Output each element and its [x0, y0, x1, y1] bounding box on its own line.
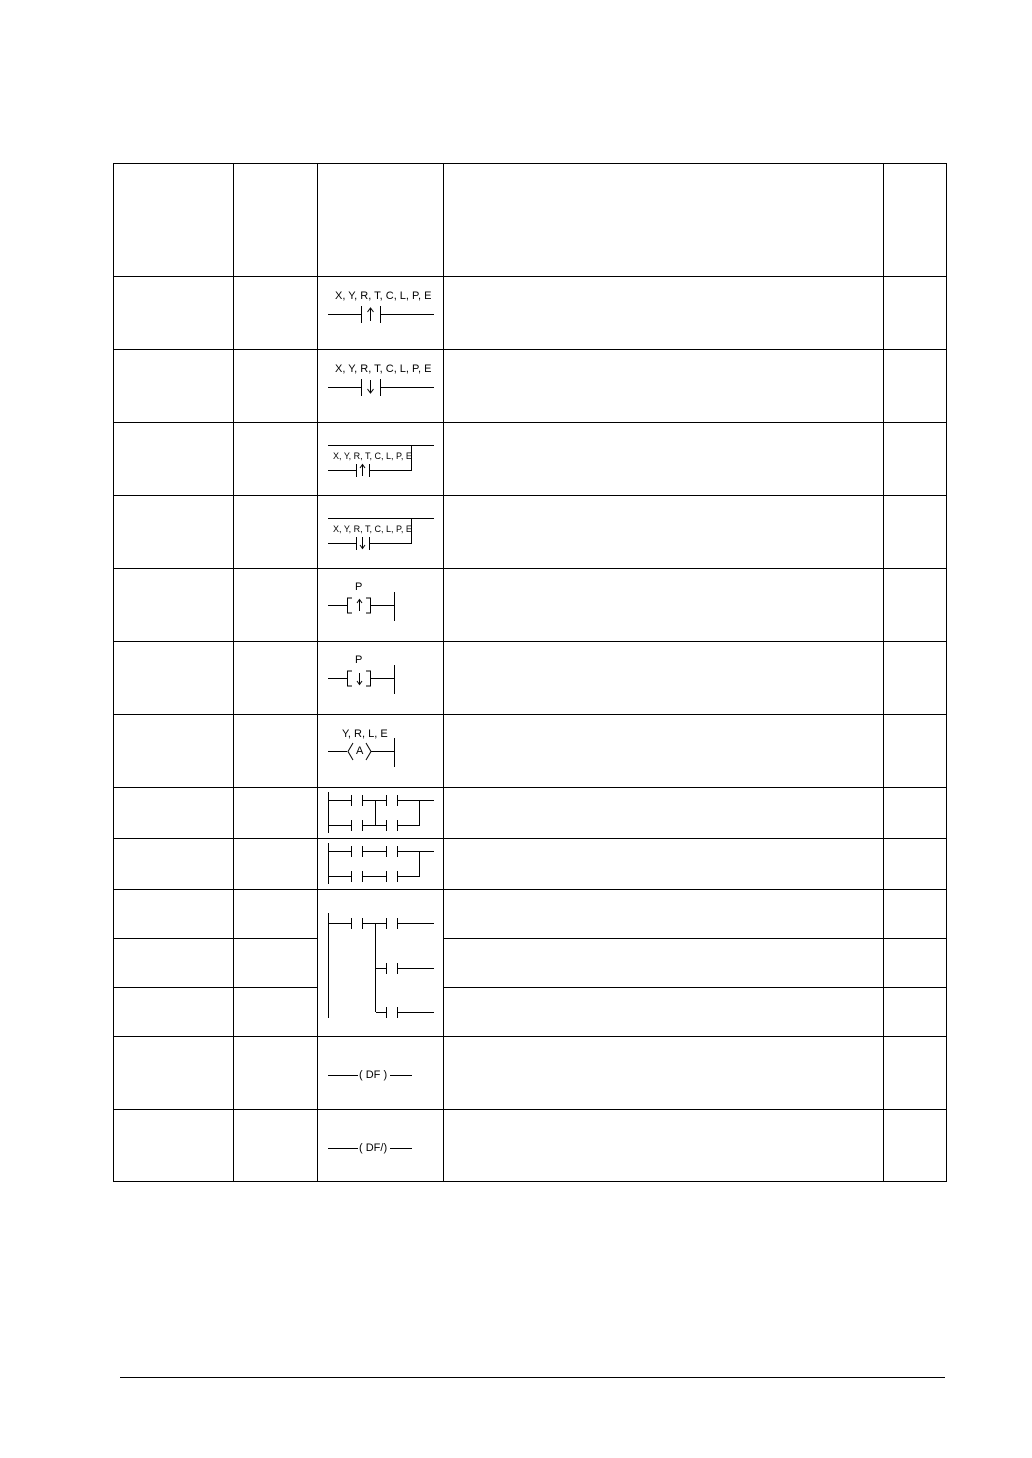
- operand-label: X, Y, R, T, C, L, P, E: [335, 363, 432, 375]
- operand-label: P: [355, 654, 363, 666]
- operand-label: P: [355, 581, 363, 593]
- and-stack-symbol: [328, 792, 434, 833]
- operand-label: X, Y, R, T, C, L, P, E: [335, 290, 432, 302]
- df-label: ( DF ): [359, 1069, 388, 1081]
- rising-edge-contact-symbol: [328, 306, 434, 323]
- coil-letter: A: [356, 745, 364, 757]
- operand-label: X, Y, R, T, C, L, P, E: [333, 524, 412, 534]
- or-stack-symbol: [328, 843, 434, 884]
- stack-branch-symbol: [328, 913, 434, 1018]
- pulse-falling-symbol: [328, 665, 395, 694]
- table-border: [114, 164, 947, 1182]
- operand-label: X, Y, R, T, C, L, P, E: [333, 451, 412, 461]
- operand-label: Y, R, L, E: [342, 728, 388, 740]
- df-slash-label: ( DF/): [359, 1142, 388, 1154]
- falling-edge-contact-symbol: [328, 379, 434, 396]
- footer-rule: [120, 1377, 945, 1378]
- pulse-rising-symbol: [328, 592, 395, 621]
